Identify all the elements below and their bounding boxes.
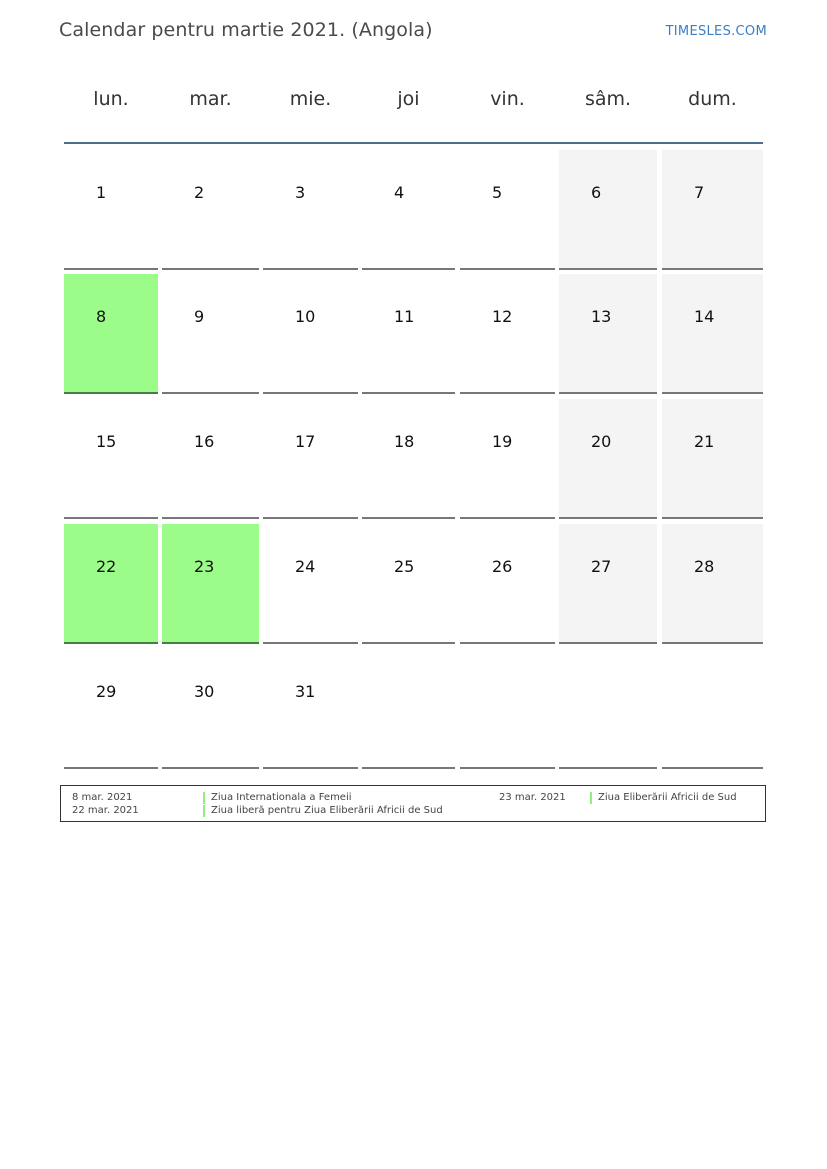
day-number: 13 [591,307,612,326]
day-number: 8 [96,307,107,326]
day-number: 4 [394,183,405,202]
day-number: 1 [96,183,107,202]
day-number: 17 [295,432,316,451]
holiday-day-cell[interactable] [64,524,158,644]
day-cell[interactable] [559,524,657,644]
day-cell[interactable] [64,150,158,270]
day-cell[interactable] [662,150,763,270]
day-cell[interactable] [162,649,259,769]
day-cell[interactable] [162,274,259,394]
day-number: 9 [194,307,205,326]
day-cell[interactable] [162,399,259,519]
day-cell[interactable] [263,399,358,519]
day-cell[interactable] [362,524,455,644]
day-cell[interactable] [263,274,358,394]
day-number: 6 [591,183,602,202]
header-divider [64,142,763,144]
day-cell[interactable] [460,150,555,270]
brand-link[interactable]: TIMESLES.COM [665,24,767,39]
day-cell[interactable] [460,399,555,519]
day-number: 3 [295,183,306,202]
day-cell[interactable] [460,524,555,644]
day-number: 11 [394,307,415,326]
weekday-label: vin. [490,88,525,110]
page-title: Calendar pentru martie 2021. (Angola) [59,19,433,41]
day-number: 30 [194,682,215,701]
day-number: 16 [194,432,215,451]
day-number: 19 [492,432,513,451]
day-number: 27 [591,557,612,576]
holiday-name: Ziua Internationala a Femeii [203,792,352,804]
day-cell[interactable] [64,399,158,519]
day-number: 24 [295,557,316,576]
day-number: 28 [694,557,715,576]
day-number: 31 [295,682,316,701]
day-cell[interactable] [263,524,358,644]
day-number: 12 [492,307,513,326]
day-number: 7 [694,183,705,202]
day-cell[interactable] [662,399,763,519]
day-number: 18 [394,432,415,451]
empty-day-cell [362,649,455,769]
day-number: 25 [394,557,415,576]
day-number: 29 [96,682,117,701]
day-number: 5 [492,183,503,202]
day-cell[interactable] [460,274,555,394]
weekday-label: dum. [688,88,737,110]
weekday-header-row [64,88,763,120]
holiday-name: Ziua Eliberării Africii de Sud [590,792,737,804]
empty-day-cell [460,649,555,769]
weekday-label: mar. [189,88,232,110]
day-cell[interactable] [559,274,657,394]
weekday-label: lun. [93,88,129,110]
day-cell[interactable] [362,274,455,394]
day-number: 22 [96,557,117,576]
day-cell[interactable] [64,649,158,769]
day-number: 15 [96,432,117,451]
day-cell[interactable] [662,524,763,644]
holiday-day-cell[interactable] [162,524,259,644]
holiday-date: 23 mar. 2021 [499,792,566,803]
day-number: 14 [694,307,715,326]
day-number: 21 [694,432,715,451]
holiday-day-cell[interactable] [64,274,158,394]
day-number: 20 [591,432,612,451]
day-cell[interactable] [362,399,455,519]
holiday-legend [60,785,766,822]
day-cell[interactable] [559,150,657,270]
day-cell[interactable] [263,150,358,270]
day-cell[interactable] [162,150,259,270]
weekday-label: joi [397,88,420,110]
weekday-label: mie. [289,88,332,110]
day-cell[interactable] [362,150,455,270]
day-number: 23 [194,557,215,576]
day-number: 2 [194,183,205,202]
day-cell[interactable] [559,399,657,519]
day-number: 10 [295,307,316,326]
holiday-date: 8 mar. 2021 [72,792,133,803]
day-number: 26 [492,557,513,576]
empty-day-cell [662,649,763,769]
empty-day-cell [559,649,657,769]
day-cell[interactable] [263,649,358,769]
weekday-label: sâm. [584,88,632,110]
holiday-name: Ziua liberă pentru Ziua Eliberării Africii de Sud [203,805,443,817]
holiday-date: 22 mar. 2021 [72,805,139,816]
day-cell[interactable] [662,274,763,394]
